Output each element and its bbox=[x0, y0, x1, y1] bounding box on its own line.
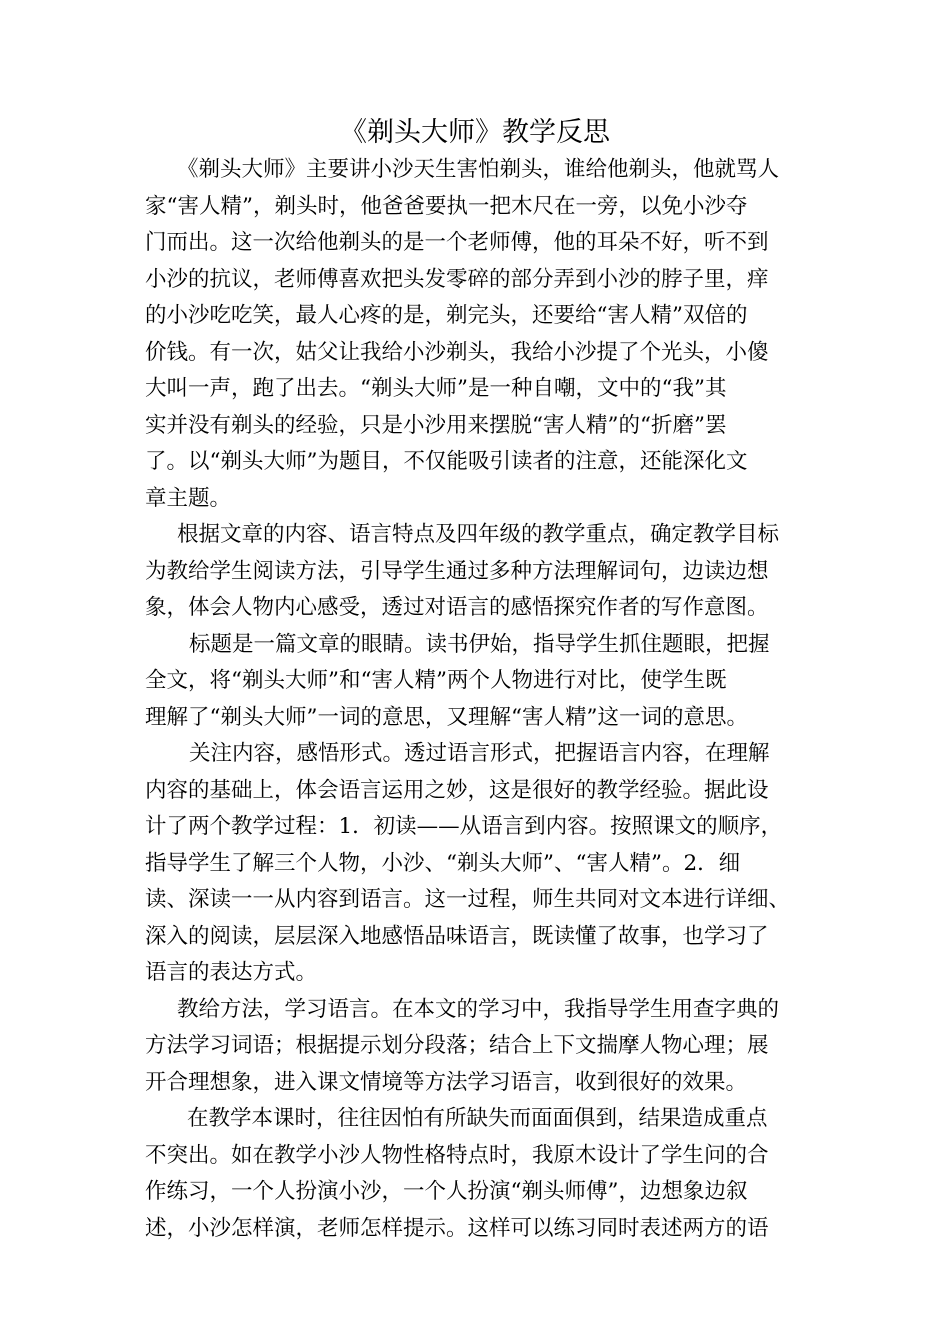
text-line: 指导学生了解三个人物，小沙、“剃头大师”、“害人精”。2．细 bbox=[145, 850, 741, 876]
document-body bbox=[145, 152, 825, 1247]
text-line: 为教给学生阅读方法，引导学生通过多种方法理解词句，边读边想 bbox=[145, 558, 769, 584]
text-line: 计了两个教学过程：1．初读——从语言到内容。按照课文的顺序， bbox=[145, 814, 783, 839]
text-line: 章主题。 bbox=[145, 485, 232, 511]
text-line: 作练习，一个人扮演小沙，一个人扮演“剃头师傅”，边想象边叙 bbox=[145, 1179, 748, 1204]
text-line: 的小沙吃吃笑，最人心疼的是，剃完头，还要给“害人精”双倍的 bbox=[145, 303, 748, 328]
text-line: 价钱。有一次，姑父让我给小沙剃头，我给小沙提了个光头，小傻 bbox=[145, 339, 769, 365]
text-line: 实并没有剃头的经验，只是小沙用来摆脱“害人精”的“折磨”罢 bbox=[145, 412, 727, 438]
text-line: 关注内容，感悟形式。透过语言形式，把握语言内容，在理解 bbox=[189, 741, 770, 766]
text-line: 门而出。这一次给他剃头的是一个老师傅，他的耳朵不好，听不到 bbox=[145, 230, 769, 255]
text-line: 读、深读一一从内容到语言。这一过程，师生共同对文本进行详细、 bbox=[145, 887, 791, 912]
text-line: 深入的阅读，层层深入地感悟品味语言，既读懂了故事，也学习了 bbox=[145, 923, 769, 949]
text-line: 开合理想象，进入课文情境等方法学习语言，收到很好的效果。 bbox=[145, 1069, 748, 1095]
text-line: 不突出。如在教学小沙人物性格特点时，我原木设计了学生问的合 bbox=[145, 1142, 769, 1168]
text-line: 小沙的抗议，老师傅喜欢把头发零碎的部分弄到小沙的脖子里，痒 bbox=[145, 266, 769, 292]
text-line: 象，体会人物内心感受，透过对语言的感悟探究作者的写作意图。 bbox=[145, 595, 769, 620]
text-line: 语言的表达方式。 bbox=[145, 960, 318, 985]
text-line: 述，小沙怎样演，老师怎样提示。这样可以练习同时表述两方的语 bbox=[145, 1215, 769, 1241]
text-line: 在教学本课时，往往因怕有所缺失而面面俱到，结果造成重点 bbox=[187, 1106, 768, 1131]
text-line: 教给方法，学习语言。在本文的学习中，我指导学生用查字典的 bbox=[177, 996, 780, 1022]
text-line: 标题是一篇文章的眼睛。读书伊始，指导学生抓住题眼，把握 bbox=[189, 631, 770, 657]
text-line: 家“害人精”，剃头时，他爸爸要执一把木尺在一旁，以免小沙夺 bbox=[145, 193, 748, 219]
document-title: 《剃头大师》教学反思 bbox=[340, 117, 610, 148]
text-line: 大叫一声，跑了出去。“剃头大师”是一种自嘲，文中的“我”其 bbox=[145, 376, 727, 401]
text-line: 理解了“剃头大师”一词的意思，又理解“害人精”这一词的意思。 bbox=[145, 704, 748, 730]
text-line: 全文，将“剃头大师”和“害人精”两个人物进行对比，使学生既 bbox=[145, 668, 727, 693]
text-line: 根据文章的内容、语言特点及四年级的教学重点，确定教学目标 bbox=[177, 522, 780, 547]
text-line: 《剃头大师》主要讲小沙天生害怕剃头，谁给他剃头，他就骂人 bbox=[177, 157, 780, 182]
text-line: 方法学习词语；根据提示划分段落；结合上下文揣摩人物心理；展 bbox=[145, 1033, 769, 1058]
text-line: 了。以“剃头大师”为题目，不仅能吸引读者的注意，还能深化文 bbox=[145, 449, 748, 474]
text-line: 内容的基础上，体会语言运用之妙，这是很好的教学经验。据此设 bbox=[145, 777, 769, 803]
